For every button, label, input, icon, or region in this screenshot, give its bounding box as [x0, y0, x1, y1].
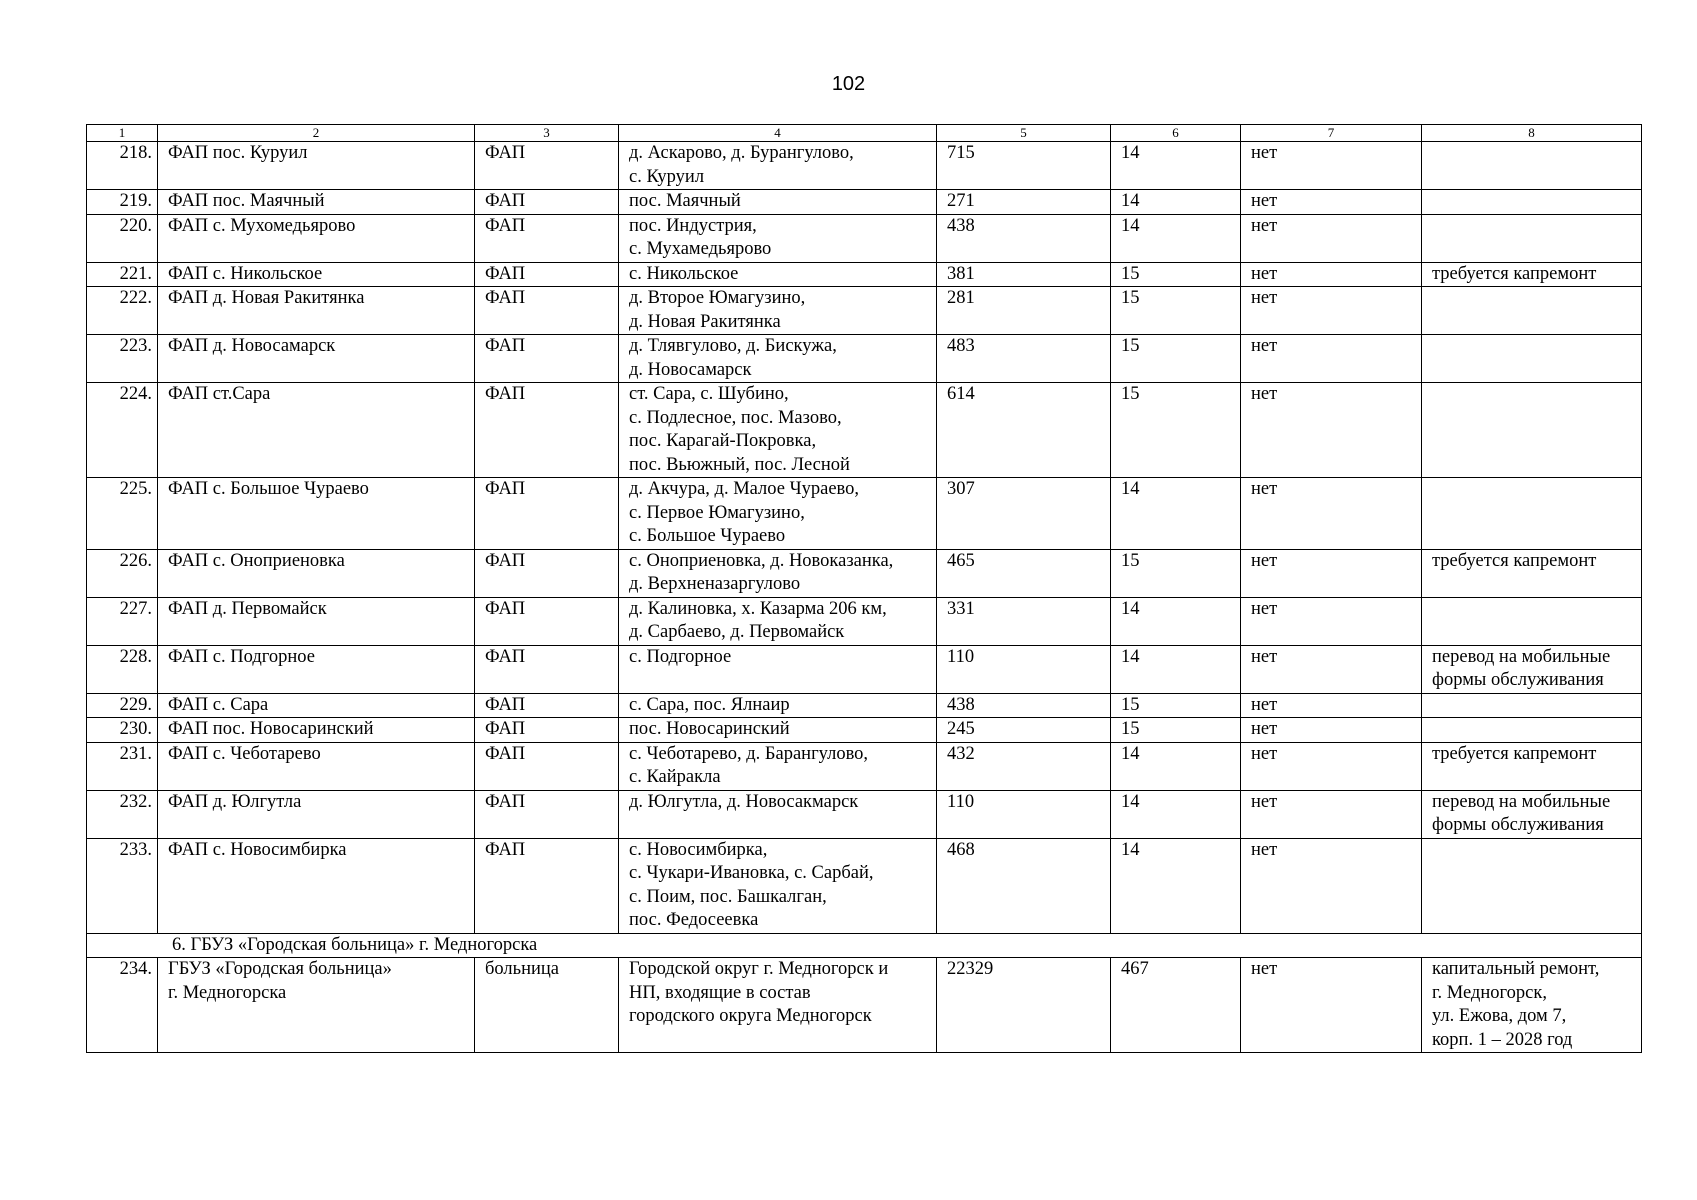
facility-type-cell: ФАП — [475, 549, 619, 597]
service-area-cell: д. Аскарово, д. Бурангулово, с. Куруил — [619, 142, 937, 190]
note-cell: перевод на мобильные формы обслуживания — [1422, 790, 1642, 838]
table-row — [87, 838, 1642, 933]
status-cell: нет — [1241, 549, 1422, 597]
population-cell: 307 — [937, 478, 1111, 550]
note-cell — [1422, 478, 1642, 550]
facility-name-cell: ФАП с. Никольское — [158, 262, 475, 287]
population-cell: 110 — [937, 790, 1111, 838]
facility-type-cell: ФАП — [475, 335, 619, 383]
distance-cell: 15 — [1111, 262, 1241, 287]
distance-cell: 15 — [1111, 693, 1241, 718]
note-cell: требуется капремонт — [1422, 262, 1642, 287]
section-row — [87, 933, 1642, 958]
service-area-cell: д. Тлявгулово, д. Бискужа, д. Новосамарск — [619, 335, 937, 383]
note-cell — [1422, 190, 1642, 215]
status-cell: нет — [1241, 335, 1422, 383]
table-row — [87, 190, 1642, 215]
row-number-cell: 225. — [87, 478, 158, 550]
service-area-cell: д. Юлгутла, д. Новосакмарск — [619, 790, 937, 838]
row-number-cell: 228. — [87, 645, 158, 693]
facility-type-cell: ФАП — [475, 597, 619, 645]
population-cell: 245 — [937, 718, 1111, 743]
distance-cell: 14 — [1111, 190, 1241, 215]
table-row — [87, 262, 1642, 287]
facilities-table — [86, 124, 1642, 1053]
status-cell: нет — [1241, 958, 1422, 1053]
facility-name-cell: ФАП ст.Сара — [158, 383, 475, 478]
distance-cell: 14 — [1111, 214, 1241, 262]
service-area-cell: с. Никольское — [619, 262, 937, 287]
facility-type-cell: ФАП — [475, 693, 619, 718]
note-cell — [1422, 838, 1642, 933]
distance-cell: 14 — [1111, 142, 1241, 190]
facility-name-cell: ФАП пос. Куруил — [158, 142, 475, 190]
facility-name-cell: ФАП д. Первомайск — [158, 597, 475, 645]
status-cell: нет — [1241, 262, 1422, 287]
service-area-cell: пос. Новосаринский — [619, 718, 937, 743]
row-number-cell: 220. — [87, 214, 158, 262]
facility-type-cell: ФАП — [475, 383, 619, 478]
table-row — [87, 142, 1642, 190]
facility-type-cell: ФАП — [475, 838, 619, 933]
column-number: 2 — [158, 125, 475, 142]
service-area-cell: с. Чеботарево, д. Барангулово, с. Кайракла — [619, 742, 937, 790]
distance-cell: 467 — [1111, 958, 1241, 1053]
note-cell: требуется капремонт — [1422, 549, 1642, 597]
population-cell: 110 — [937, 645, 1111, 693]
section-title: 6. ГБУЗ «Городская больница» г. Медногорска — [87, 933, 1642, 958]
population-cell: 432 — [937, 742, 1111, 790]
note-cell — [1422, 142, 1642, 190]
facility-name-cell: ФАП с. Оноприеновка — [158, 549, 475, 597]
note-cell — [1422, 383, 1642, 478]
status-cell: нет — [1241, 718, 1422, 743]
population-cell: 331 — [937, 597, 1111, 645]
service-area-cell: д. Калиновка, х. Казарма 206 км, д. Сарбаево, д. Первомайск — [619, 597, 937, 645]
row-number-cell: 234. — [87, 958, 158, 1053]
table-row — [87, 549, 1642, 597]
row-number-cell: 229. — [87, 693, 158, 718]
facility-name-cell: ФАП д. Новосамарск — [158, 335, 475, 383]
table-row — [87, 214, 1642, 262]
table-row — [87, 287, 1642, 335]
facility-name-cell: ФАП с. Новосимбирка — [158, 838, 475, 933]
note-cell — [1422, 718, 1642, 743]
table-row — [87, 383, 1642, 478]
table-row — [87, 478, 1642, 550]
status-cell: нет — [1241, 790, 1422, 838]
distance-cell: 14 — [1111, 597, 1241, 645]
note-cell — [1422, 335, 1642, 383]
population-cell: 281 — [937, 287, 1111, 335]
distance-cell: 14 — [1111, 645, 1241, 693]
facility-name-cell: ФАП с. Подгорное — [158, 645, 475, 693]
service-area-cell: д. Акчура, д. Малое Чураево, с. Первое Юмагузино, с. Большое Чураево — [619, 478, 937, 550]
distance-cell: 14 — [1111, 742, 1241, 790]
distance-cell: 14 — [1111, 478, 1241, 550]
table-row — [87, 958, 1642, 1053]
facility-type-cell: ФАП — [475, 142, 619, 190]
row-number-cell: 224. — [87, 383, 158, 478]
status-cell: нет — [1241, 214, 1422, 262]
column-number: 5 — [937, 125, 1111, 142]
population-cell: 438 — [937, 693, 1111, 718]
column-number: 1 — [87, 125, 158, 142]
row-number-cell: 230. — [87, 718, 158, 743]
population-cell: 483 — [937, 335, 1111, 383]
table-row — [87, 742, 1642, 790]
facility-type-cell: ФАП — [475, 214, 619, 262]
row-number-cell: 227. — [87, 597, 158, 645]
population-cell: 438 — [937, 214, 1111, 262]
table-row — [87, 790, 1642, 838]
row-number-cell: 226. — [87, 549, 158, 597]
population-cell: 465 — [937, 549, 1111, 597]
distance-cell: 15 — [1111, 383, 1241, 478]
column-number: 3 — [475, 125, 619, 142]
table-row — [87, 335, 1642, 383]
facility-type-cell: ФАП — [475, 190, 619, 215]
population-cell: 614 — [937, 383, 1111, 478]
facility-type-cell: ФАП — [475, 742, 619, 790]
status-cell: нет — [1241, 287, 1422, 335]
distance-cell: 15 — [1111, 335, 1241, 383]
row-number-cell: 223. — [87, 335, 158, 383]
row-number-cell: 222. — [87, 287, 158, 335]
row-number-cell: 218. — [87, 142, 158, 190]
status-cell: нет — [1241, 838, 1422, 933]
row-number-cell: 232. — [87, 790, 158, 838]
facility-name-cell: ФАП с. Мухомедьярово — [158, 214, 475, 262]
column-number: 7 — [1241, 125, 1422, 142]
row-number-cell: 221. — [87, 262, 158, 287]
distance-cell: 14 — [1111, 838, 1241, 933]
facility-type-cell: ФАП — [475, 718, 619, 743]
facility-type-cell: ФАП — [475, 790, 619, 838]
column-number: 6 — [1111, 125, 1241, 142]
note-cell: требуется капремонт — [1422, 742, 1642, 790]
distance-cell: 15 — [1111, 287, 1241, 335]
facility-name-cell: ГБУЗ «Городская больница» г. Медногорска — [158, 958, 475, 1053]
service-area-cell: Городской округ г. Медногорск и НП, входящие в состав городского округа Медногорск — [619, 958, 937, 1053]
facility-type-cell: ФАП — [475, 478, 619, 550]
population-cell: 381 — [937, 262, 1111, 287]
facility-name-cell: ФАП с. Сара — [158, 693, 475, 718]
note-cell: капитальный ремонт, г. Медногорск, ул. Ежова, дом 7, корп. 1 – 2028 год — [1422, 958, 1642, 1053]
facility-name-cell: ФАП с. Чеботарево — [158, 742, 475, 790]
population-cell: 715 — [937, 142, 1111, 190]
note-cell — [1422, 597, 1642, 645]
service-area-cell: с. Подгорное — [619, 645, 937, 693]
status-cell: нет — [1241, 190, 1422, 215]
status-cell: нет — [1241, 142, 1422, 190]
facility-name-cell: ФАП д. Новая Ракитянка — [158, 287, 475, 335]
facility-name-cell: ФАП д. Юлгутла — [158, 790, 475, 838]
status-cell: нет — [1241, 597, 1422, 645]
facility-name-cell: ФАП с. Большое Чураево — [158, 478, 475, 550]
service-area-cell: ст. Сара, с. Шубино, с. Подлесное, пос. Мазово, пос. Карагай-Покровка, пос. Вьюжный, пос. Лесной — [619, 383, 937, 478]
population-cell: 22329 — [937, 958, 1111, 1053]
service-area-cell: д. Второе Юмагузино, д. Новая Ракитянка — [619, 287, 937, 335]
facility-type-cell: ФАП — [475, 287, 619, 335]
note-cell: перевод на мобильные формы обслуживания — [1422, 645, 1642, 693]
facility-name-cell: ФАП пос. Новосаринский — [158, 718, 475, 743]
row-number-cell: 231. — [87, 742, 158, 790]
note-cell — [1422, 214, 1642, 262]
facility-name-cell: ФАП пос. Маячный — [158, 190, 475, 215]
service-area-cell: пос. Маячный — [619, 190, 937, 215]
population-cell: 271 — [937, 190, 1111, 215]
service-area-cell: пос. Индустрия, с. Мухамедьярово — [619, 214, 937, 262]
service-area-cell: с. Сара, пос. Ялнаир — [619, 693, 937, 718]
distance-cell: 15 — [1111, 549, 1241, 597]
facility-type-cell: ФАП — [475, 645, 619, 693]
column-number: 4 — [619, 125, 937, 142]
row-number-cell: 219. — [87, 190, 158, 215]
status-cell: нет — [1241, 742, 1422, 790]
status-cell: нет — [1241, 478, 1422, 550]
distance-cell: 14 — [1111, 790, 1241, 838]
service-area-cell: с. Новосимбирка, с. Чукари-Ивановка, с. Сарбай, с. Поим, пос. Башкалган, пос. Федосеевка — [619, 838, 937, 933]
distance-cell: 15 — [1111, 718, 1241, 743]
service-area-cell: с. Оноприеновка, д. Новоказанка, д. Верхненазаргулово — [619, 549, 937, 597]
facility-type-cell: больница — [475, 958, 619, 1053]
status-cell: нет — [1241, 645, 1422, 693]
facility-type-cell: ФАП — [475, 262, 619, 287]
population-cell: 468 — [937, 838, 1111, 933]
note-cell — [1422, 693, 1642, 718]
page-number: 102 — [831, 73, 866, 95]
row-number-cell: 233. — [87, 838, 158, 933]
table-row — [87, 693, 1642, 718]
status-cell: нет — [1241, 693, 1422, 718]
status-cell: нет — [1241, 383, 1422, 478]
table-row — [87, 645, 1642, 693]
column-number: 8 — [1422, 125, 1642, 142]
column-number-row — [87, 125, 1642, 142]
table-row — [87, 597, 1642, 645]
note-cell — [1422, 287, 1642, 335]
table-row — [87, 718, 1642, 743]
